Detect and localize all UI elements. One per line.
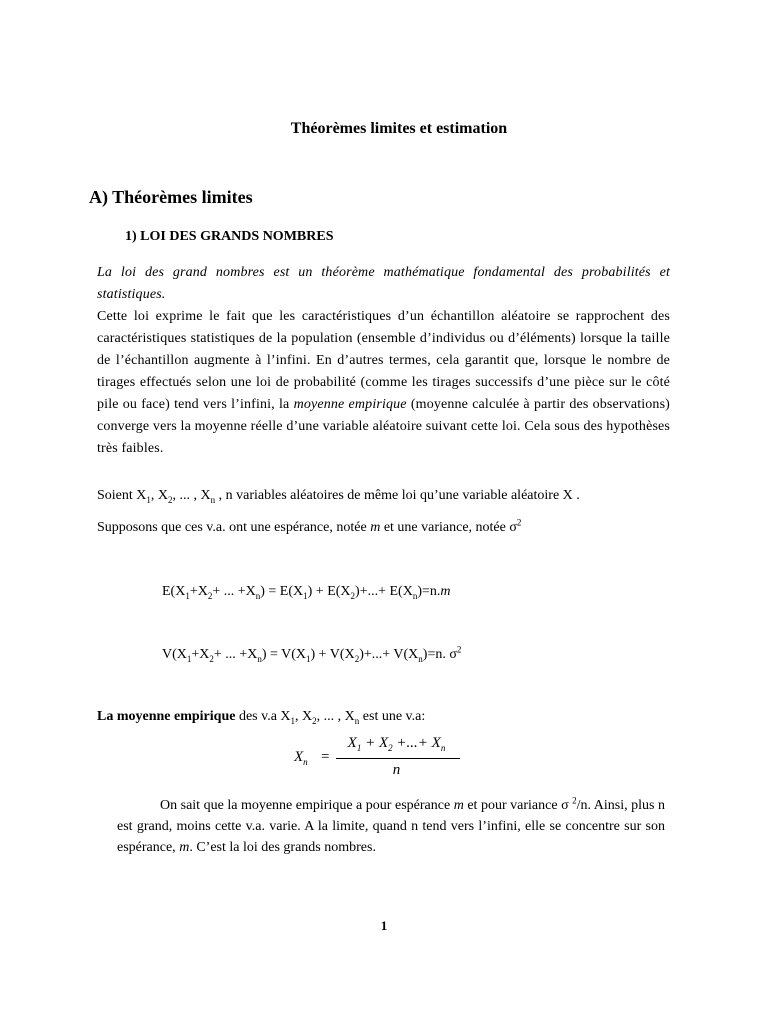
text: + ... +X (213, 647, 258, 662)
law-explanation (97, 306, 670, 460)
explanation-text-b: (moyenne calculée à partir des observations) converge vers la moyenne réelle d’une variable aléatoire suivant cette loi. Cela sous des hypothèses très faibles. (97, 397, 670, 456)
intro-paragraph (97, 262, 670, 460)
text: est une v.a: (359, 709, 426, 724)
subscript: 2 (312, 715, 317, 726)
subscript: 1 (146, 494, 151, 505)
subscript: 1 (185, 590, 190, 601)
subscript: 2 (354, 653, 360, 664)
text: +...+ X (392, 735, 441, 751)
text: des v.a X (235, 709, 291, 724)
section-heading-a: A) Théorèmes limites (89, 187, 253, 207)
text: )+...+ E(X (355, 584, 413, 599)
text: On sait que la moyenne empirique a pour espérance (160, 798, 454, 813)
text: E(X (162, 584, 186, 599)
fraction-bar (336, 758, 460, 759)
conclusion-paragraph (117, 795, 665, 858)
subscript: n (255, 590, 261, 601)
symbol-m: m (179, 840, 190, 855)
text: +X (189, 584, 208, 599)
symbol-x: X (294, 749, 304, 765)
subscript: n (418, 653, 423, 664)
text: , n variables aléatoires de même loi qu’une variable aléatoire X . (215, 488, 580, 503)
symbol-m: m (370, 520, 381, 535)
text: + ... +X (212, 584, 256, 599)
page-number: 1 (380, 918, 388, 933)
subscript: n (303, 757, 308, 767)
fraction-lhs (294, 749, 308, 766)
subscript: n (210, 494, 216, 505)
subscript: n (257, 653, 262, 664)
subscript: 1 (356, 743, 362, 753)
empirical-mean-definition (97, 709, 425, 725)
text: et pour variance σ (463, 798, 573, 813)
text: , X (295, 709, 313, 724)
subscript: 1 (306, 653, 311, 664)
text: Soient X (97, 488, 147, 503)
superscript: 2 (516, 517, 522, 528)
variance-formula (162, 644, 462, 664)
text: + X (361, 735, 389, 751)
text: Supposons que ces v.a. ont une espérance, notée (97, 520, 371, 535)
subscript: 1 (290, 715, 296, 726)
soient-statement (97, 488, 580, 504)
supposons-statement (97, 517, 522, 536)
subscript: 2 (168, 494, 173, 505)
expectation-formula (162, 584, 451, 600)
text: , ... , X (316, 709, 355, 724)
text: ) + V(X (310, 647, 355, 662)
text: )=n. (417, 584, 441, 599)
text: /n. Ainsi, plus n est grand, moins cette v.a. varie. A la limite, quand n tend vers l’infini, elle se concentre sur son espérance, (117, 798, 665, 855)
text: , X (150, 488, 169, 503)
subscript: n (354, 715, 360, 726)
fraction-denominator: n (392, 762, 401, 778)
text: ) = V(X (261, 647, 306, 662)
text: V(X (162, 647, 187, 662)
fraction-numerator (334, 735, 459, 752)
superscript: 2 (456, 644, 462, 655)
text: , ... , X (172, 488, 211, 503)
subscript: 2 (207, 590, 213, 601)
text: ) = E(X (260, 584, 304, 599)
text: )+...+ V(X (359, 647, 419, 662)
explanation-text-a: Cette loi exprime le fait que les caractéristiques d’un échantillon aléatoire se rapprochent des caractéristiques statistiques de la population (ensemble d’individus ou d’éléments) lorsque la taille de l’échantillon augmente à l’infini. En d’autres termes, cela garantit que, lorsque le nombre de tirages effectués selon une loi de probabilité (comme les tirages successifs d’une pièce sur le côté pile ou face) tend vers l’infini, la (97, 309, 670, 412)
text: )=n. σ (422, 647, 457, 662)
text: et une variance, notée σ (380, 520, 517, 535)
subscript: 1 (186, 653, 192, 664)
superscript: 2 (572, 795, 577, 806)
equals-sign: = (321, 749, 330, 765)
bold-term: La moyenne empirique (97, 709, 236, 724)
subscript: n (412, 590, 418, 601)
subscript: n (440, 743, 446, 753)
symbol-m: m (440, 584, 451, 599)
text: ) + E(X (307, 584, 351, 599)
subscript: 2 (209, 653, 214, 664)
page-title: Théorèmes limites et estimation (290, 120, 508, 137)
subscript: 2 (350, 590, 356, 601)
symbol-m: m (453, 798, 464, 813)
subscript: 1 (303, 590, 308, 601)
intro-italic-sentence: La loi des grand nombres est un théorème mathématique fondamental des probabilités et statistiques. (97, 265, 670, 302)
subscript: 2 (388, 743, 393, 753)
subsection-heading-1: 1) LOI DES GRANDS NOMBRES (125, 229, 334, 244)
empirical-mean-fraction (294, 735, 474, 785)
text: +X (191, 647, 210, 662)
text: X (347, 735, 357, 751)
text: . C’est la loi des grands nombres. (189, 840, 376, 855)
explanation-italic-term: moyenne empirique (293, 397, 407, 412)
